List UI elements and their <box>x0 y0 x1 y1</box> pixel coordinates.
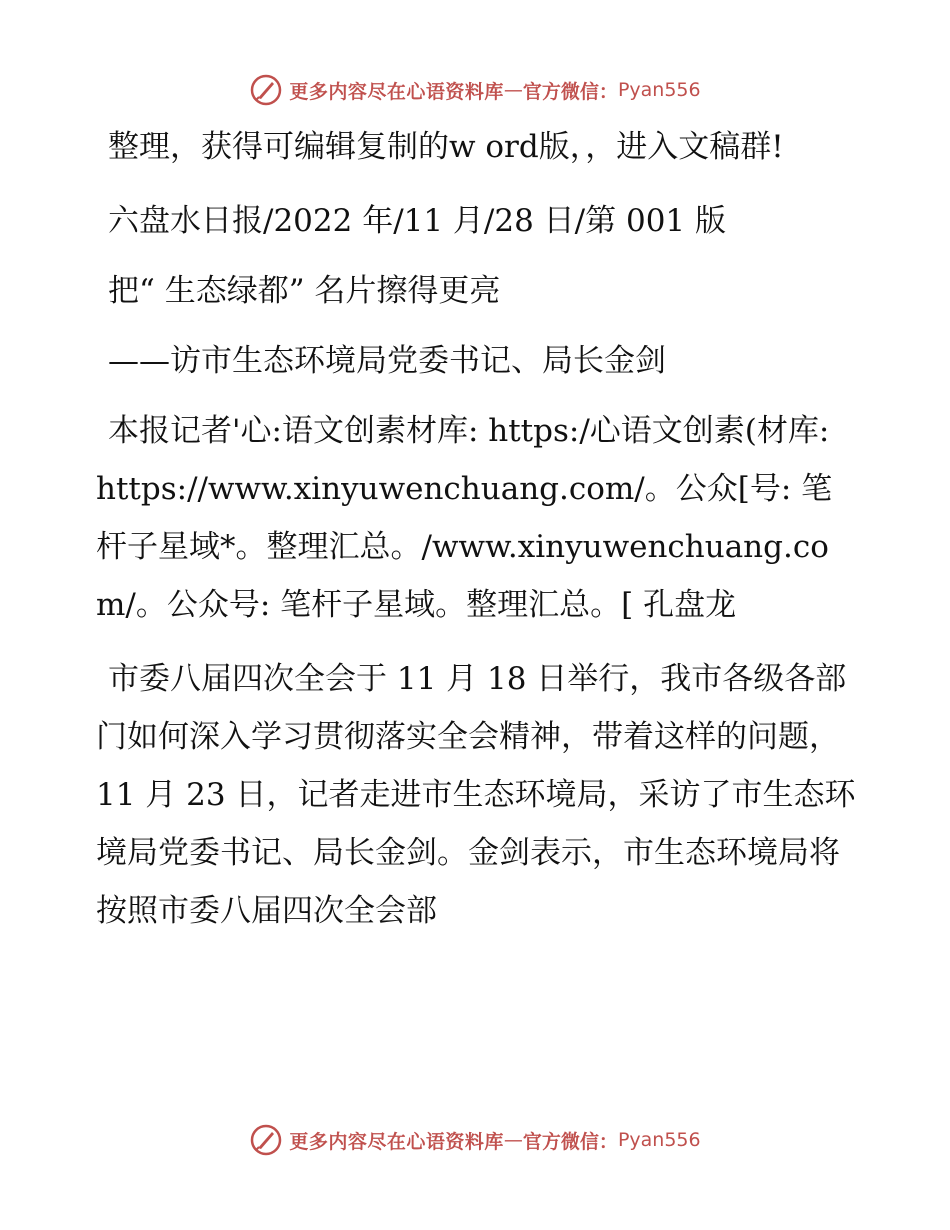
header-watermark-banner <box>0 70 950 110</box>
byline-paragraph: 本报记者'心:语文创素材库: https:/心语文创素(材库: https://www.xinyuwenchuang.com/。公众[号: 笔杆子星域*。整理汇总。/www.xinyuwenchuang.com/。公众号: 笔杆子星域。整理汇总。[ 孔盘龙 <box>96 413 833 623</box>
newspaper-source-line: 六盘水日报/2022 年/11 月/28 日/第 001 版 <box>108 203 727 239</box>
footer-watermark-banner <box>0 1120 950 1160</box>
banner-wechat-id: Pyan556 <box>617 1129 701 1151</box>
banner-wechat-label: 官方微信： <box>522 80 618 103</box>
banner-separator: — <box>503 79 523 101</box>
banner-wechat-id: Pyan556 <box>617 79 701 101</box>
article-subtitle: ——访市生态环境局党委书记、局长金剑 <box>108 343 666 379</box>
body-paragraph: 市委八届四次全会于 11 月 18 日举行，我市各级各部门如何深入学习贯彻落实全会精神，带着这样的问题，11 月 23 日，记者走进市生态环境局，采访了市生态环境局党委书记、局长金剑。金剑表示，市生态环境局将按照市委八届四次全会部 <box>96 661 856 929</box>
banner-wechat-label: 官方微信： <box>522 1130 618 1153</box>
feather-pen-icon <box>249 1123 283 1157</box>
banner-main-text: 更多内容尽在心语资料库 <box>289 1130 504 1153</box>
banner-separator: — <box>503 1129 523 1151</box>
banner-main-text: 更多内容尽在心语资料库 <box>289 80 504 103</box>
article-title: 把“ 生态绿都” 名片擦得更亮 <box>108 273 501 309</box>
intro-paragraph: 整理，获得可编辑复制的w ord版，，进入文稿群! <box>108 129 784 165</box>
feather-pen-icon <box>249 73 283 107</box>
document-body <box>96 118 856 956</box>
